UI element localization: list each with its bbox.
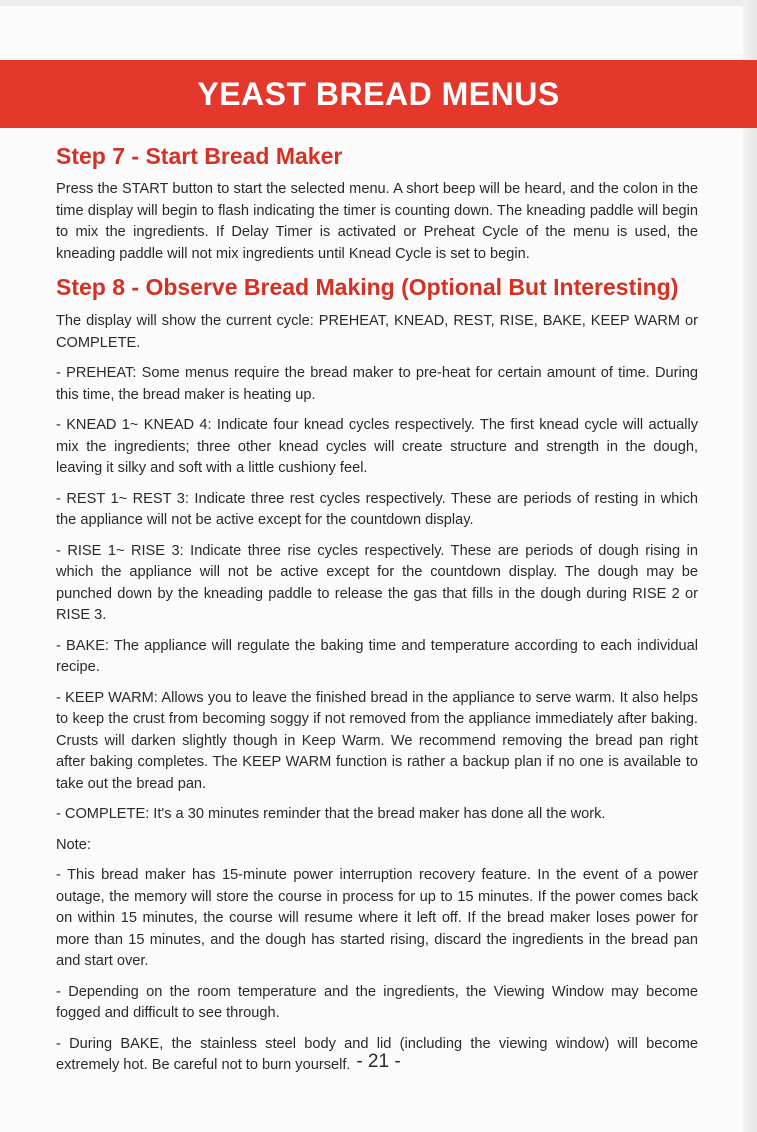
step7-heading: Step 7 - Start Bread Maker <box>56 143 343 169</box>
page-top-edge <box>0 0 757 6</box>
cycle-item-knead: - KNEAD 1~ KNEAD 4: Indicate four knead cycles respectively. The first knead cycle will actually mix the ingredients; three other knead cycles will create structure and strength in the dough, leaving it silky and soft with a little cushiony feel. <box>56 417 698 476</box>
step8-heading: Step 8 - Observe Bread Making (Optional But Interesting) <box>56 274 679 300</box>
step7-body: Press the START button to start the selected menu. A short beep will be heard, and the colon in the time display will begin to flash indicating the timer is counting down. The kneading paddle will begin to mix the ingredients. If Delay Timer is activated or Preheat Cycle of the menu is used, the kneading paddle will not mix ingredients until Knead Cycle is set to begin. <box>56 181 698 262</box>
cycle-item-keep-warm: - KEEP WARM: Allows you to leave the finished bread in the appliance to serve warm. It also helps to keep the crust from becoming soggy if not removed from the appliance immediately after baking. Crusts will darken slightly though in Keep Warm. We recommend removing the bread pan right after baking completes. The KEEP WARM function is rather a backup plan if no one is available to take out the bread pan. <box>56 689 698 792</box>
section-title: YEAST BREAD MENUS <box>197 75 560 112</box>
step8-intro: The display will show the current cycle: PREHEAT, KNEAD, REST, RISE, BAKE, KEEP WARM or COMPLETE. <box>56 313 698 351</box>
cycle-item-complete: - COMPLETE: It's a 30 minutes reminder that the bread maker has done all the work. <box>56 806 606 822</box>
note-power-recovery: - This bread maker has 15-minute power interruption recovery feature. In the event of a power outage, the memory will store the course in process for up to 15 minutes. If the power comes back on within 15 minutes, the course will resume where it left off. If the bread maker loses power for more than 15 minutes, and the dough has started rising, discard the ingredients in the bread pan and start over. <box>56 867 698 969</box>
cycle-item-rest: - REST 1~ REST 3: Indicate three rest cycles respectively. These are periods of resting in which the appliance will not be active except for the countdown display. <box>56 490 698 528</box>
cycle-item-bake: - BAKE: The appliance will regulate the baking time and temperature according to each individual recipe. <box>56 637 698 675</box>
note-hot-surface: - During BAKE, the stainless steel body and lid (including the viewing window) will become extremely hot. Be careful not to burn yourself. <box>56 1035 698 1073</box>
page-number: - 21 - <box>356 1051 401 1072</box>
cycle-item-preheat: - PREHEAT: Some menus require the bread maker to pre-heat for certain amount of time. During this time, the bread maker is heating up. <box>56 365 698 403</box>
page-right-edge <box>743 0 757 1132</box>
content-area <box>56 143 698 1086</box>
note-viewing-window: - Depending on the room temperature and the ingredients, the Viewing Window may become fogged and difficult to see through. <box>56 983 698 1021</box>
note-label: Note: <box>56 836 91 853</box>
section-banner <box>0 60 757 128</box>
cycle-item-rise: - RISE 1~ RISE 3: Indicate three rise cycles respectively. These are periods of dough rising in which the appliance will not be active except for the countdown display. The dough may be punched down by the kneading paddle to release the gas that fills in the dough during RISE 2 or RISE 3. <box>56 542 698 623</box>
